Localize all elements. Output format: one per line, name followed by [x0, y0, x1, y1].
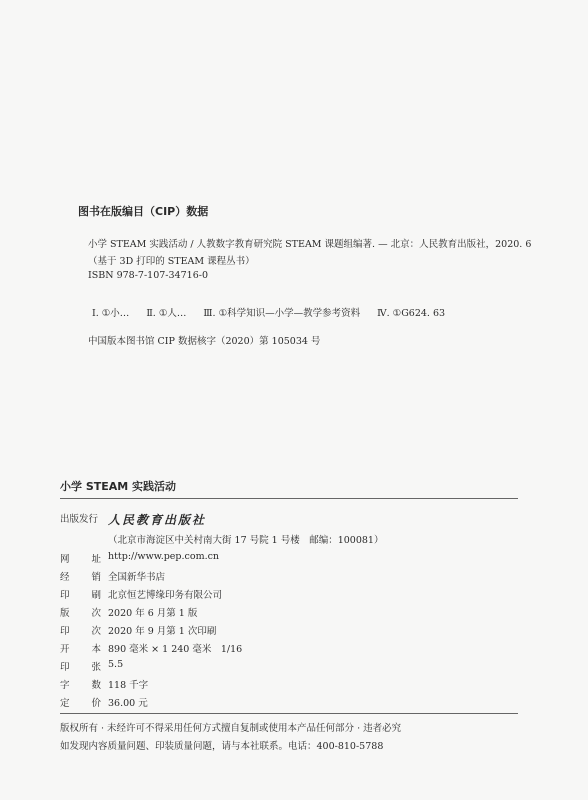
row-label: 经 销 — [60, 572, 103, 583]
distributor-value: 全国新华书店 — [108, 572, 166, 583]
cip-classification — [92, 305, 459, 319]
row-label: 印 刷 — [60, 590, 103, 601]
classification-item: Ⅳ. ①G624. 63 — [377, 308, 446, 319]
publisher-logo: 人民教育出版社 — [108, 513, 207, 527]
price-value: 36.00 元 — [108, 698, 148, 709]
row-label: 印 次 — [60, 626, 103, 637]
classification-item: Ⅲ. ①科学知识—小学—教学参考资料 — [203, 308, 361, 319]
printer-row — [60, 587, 222, 601]
wordcount-value: 118 千字 — [108, 680, 149, 691]
cip-isbn: ISBN 978-7-107-34716-0 — [88, 270, 208, 281]
printing-row — [60, 623, 216, 637]
row-label: 字 数 — [60, 680, 103, 691]
classification-item: Ⅱ. ①人… — [146, 308, 187, 319]
row-label: 版 次 — [60, 608, 103, 619]
bottom-divider — [60, 713, 518, 714]
printing-value: 2020 年 9 月第 1 次印刷 — [108, 626, 217, 637]
wordcount-row — [60, 677, 148, 691]
row-label: 开 本 — [60, 644, 103, 655]
cip-catalog-entry: 小学 STEAM 实践活动 / 人教数字教育研究院 STEAM 课题组编著. — 北京：人民教育出版社，2020. 6 — [88, 239, 532, 250]
distributor-row — [60, 569, 165, 583]
website-value: http://www.pep.com.cn — [108, 551, 220, 562]
publisher-row — [60, 511, 206, 528]
publisher-address: （北京市海淀区中关村南大街 17 号院 1 号楼 邮编：100081） — [108, 535, 384, 546]
sheets-value: 5.5 — [108, 659, 124, 670]
book-title: 小学 STEAM 实践活动 — [60, 480, 177, 493]
row-label: 印 张 — [60, 662, 103, 673]
price-row — [60, 695, 148, 709]
printer-value: 北京恒艺博缘印务有限公司 — [108, 590, 223, 601]
format-row — [60, 641, 242, 655]
row-label: 网 址 — [60, 554, 103, 565]
edition-value: 2020 年 6 月第 1 版 — [108, 608, 198, 619]
classification-item: Ⅰ. ①小… — [92, 308, 130, 319]
row-label: 定 价 — [60, 698, 103, 709]
edition-row — [60, 605, 197, 619]
website-row — [60, 551, 219, 565]
top-divider — [60, 498, 518, 499]
copyright-notice: 版权所有 · 未经许可不得采用任何方式擅自复制或使用本产品任何部分 · 违者必究 — [60, 723, 402, 734]
contact-notice: 如发现内容质量问题、印装质量问题，请与本社联系。电话：400-810-5788 — [60, 741, 384, 752]
cip-series: （基于 3D 打印的 STEAM 课程丛书） — [88, 256, 255, 267]
cip-heading: 图书在版编目（CIP）数据 — [78, 205, 209, 218]
sheets-row — [60, 659, 123, 673]
format-value: 890 毫米 × 1 240 毫米 1/16 — [108, 644, 243, 655]
publisher-label: 出版发行 — [60, 514, 99, 525]
cip-data-number: 中国版本图书馆 CIP 数据核字（2020）第 105034 号 — [88, 336, 321, 347]
